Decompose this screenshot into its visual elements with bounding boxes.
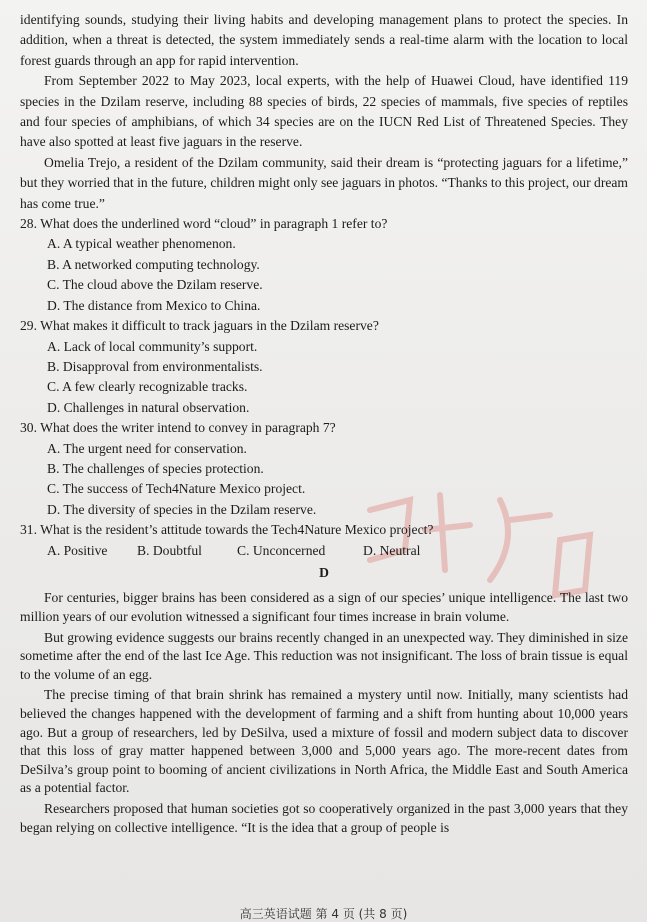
section-heading: D — [319, 564, 329, 580]
passage-d — [20, 589, 628, 837]
option-b[interactable]: B. The challenges of species protection. — [47, 460, 264, 476]
page-footer: 高三英语试题 第 4 页 (共 8 页) — [239, 907, 408, 921]
question-28 — [20, 214, 628, 316]
option-c[interactable]: C. A few clearly recognizable tracks. — [47, 379, 248, 395]
option-c[interactable]: C. The cloud above the Dzilam reserve. — [47, 277, 263, 293]
option-a[interactable]: A. Positive — [47, 542, 108, 558]
passage-paragraph: From September 2022 to May 2023, local experts, with the help of Huawei Cloud, have identified 119 species in the Dzilam reserve, including 88 species of birds, 22 species of mammals, five species of reptiles and four species of amphibians, of which 34 species are on the IUCN Red List of Threatened Species. They have also spotted at least five jaguars in the reserve. — [20, 73, 628, 150]
passage-paragraph: For centuries, bigger brains has been considered as a sign of our species’ unique intelligence. The last two million years of our evolution witnessed a significant four times increase in brain volume. — [20, 590, 628, 624]
passage-paragraph: Researchers proposed that human societies got so cooperatively organized in the past 3,000 years that they began relying on collective intelligence. “It is the idea that a group of people is — [20, 800, 628, 835]
question-stem: 30. What does the writer intend to convey in paragraph 7? — [20, 420, 336, 436]
question-29 — [20, 316, 628, 418]
option-d[interactable]: D. The distance from Mexico to China. — [47, 297, 261, 313]
question-31 — [20, 520, 628, 561]
option-a[interactable]: A. A typical weather phenomenon. — [47, 236, 236, 252]
option-a[interactable]: A. Lack of local community’s support. — [47, 338, 258, 354]
option-b[interactable]: B. Doubtful — [137, 542, 202, 558]
option-d[interactable]: D. Challenges in natural observation. — [47, 399, 250, 415]
option-row — [20, 541, 628, 561]
passage-paragraph: The precise timing of that brain shrink has remained a mystery until now. Initially, many scientists had believed the changes happened with the development of farming and a shift from hunting about 10,000 years ago. But a group of researchers, led by DeSilva, used a mixture of fossil and modern subject data to discover that this loss of gray matter happened between 3,000 and 5,000 years ago. The more-recent dates from DeSilva’s group point to booming of ancient civilizations in North Africa, the Middle East and South America as a potential factor. — [20, 687, 628, 796]
page-content — [20, 10, 628, 839]
option-c[interactable]: C. The success of Tech4Nature Mexico project. — [47, 481, 306, 497]
question-30 — [20, 418, 628, 520]
option-b[interactable]: B. Disapproval from environmentalists. — [47, 358, 263, 374]
option-d[interactable]: D. The diversity of species in the Dzilam reserve. — [47, 501, 317, 517]
question-stem: 29. What makes it difficult to track jaguars in the Dzilam reserve? — [20, 318, 379, 334]
passage-paragraph: Omelia Trejo, a resident of the Dzilam community, said their dream is “protecting jaguars for a lifetime,” but they worried that in the future, children might only see jaguars in photos. “Thanks to this project, our dream has come true.” — [20, 154, 628, 211]
question-stem: 28. What does the underlined word “cloud” in paragraph 1 refer to? — [20, 216, 388, 232]
option-c[interactable]: C. Unconcerned — [237, 542, 326, 558]
passage-paragraph: identifying sounds, studying their living habits and developing management plans to protect the species. In addition, when a threat is detected, the system immediately sends a real-time alarm with the location to local forest guards through an app for rapid intervention. — [20, 12, 628, 68]
option-d[interactable]: D. Neutral — [363, 542, 421, 558]
passage-paragraph: But growing evidence suggests our brains recently changed in an unexpected way. They diminished in size sometime after the end of the last Ice Age. This reduction was not insignificant. The loss of brain tissue is equal to the volume of an egg. — [20, 629, 628, 682]
option-a[interactable]: A. The urgent need for conservation. — [47, 440, 247, 456]
question-stem: 31. What is the resident’s attitude towards the Tech4Nature Mexico project? — [20, 522, 434, 538]
option-b[interactable]: B. A networked computing technology. — [47, 256, 260, 272]
